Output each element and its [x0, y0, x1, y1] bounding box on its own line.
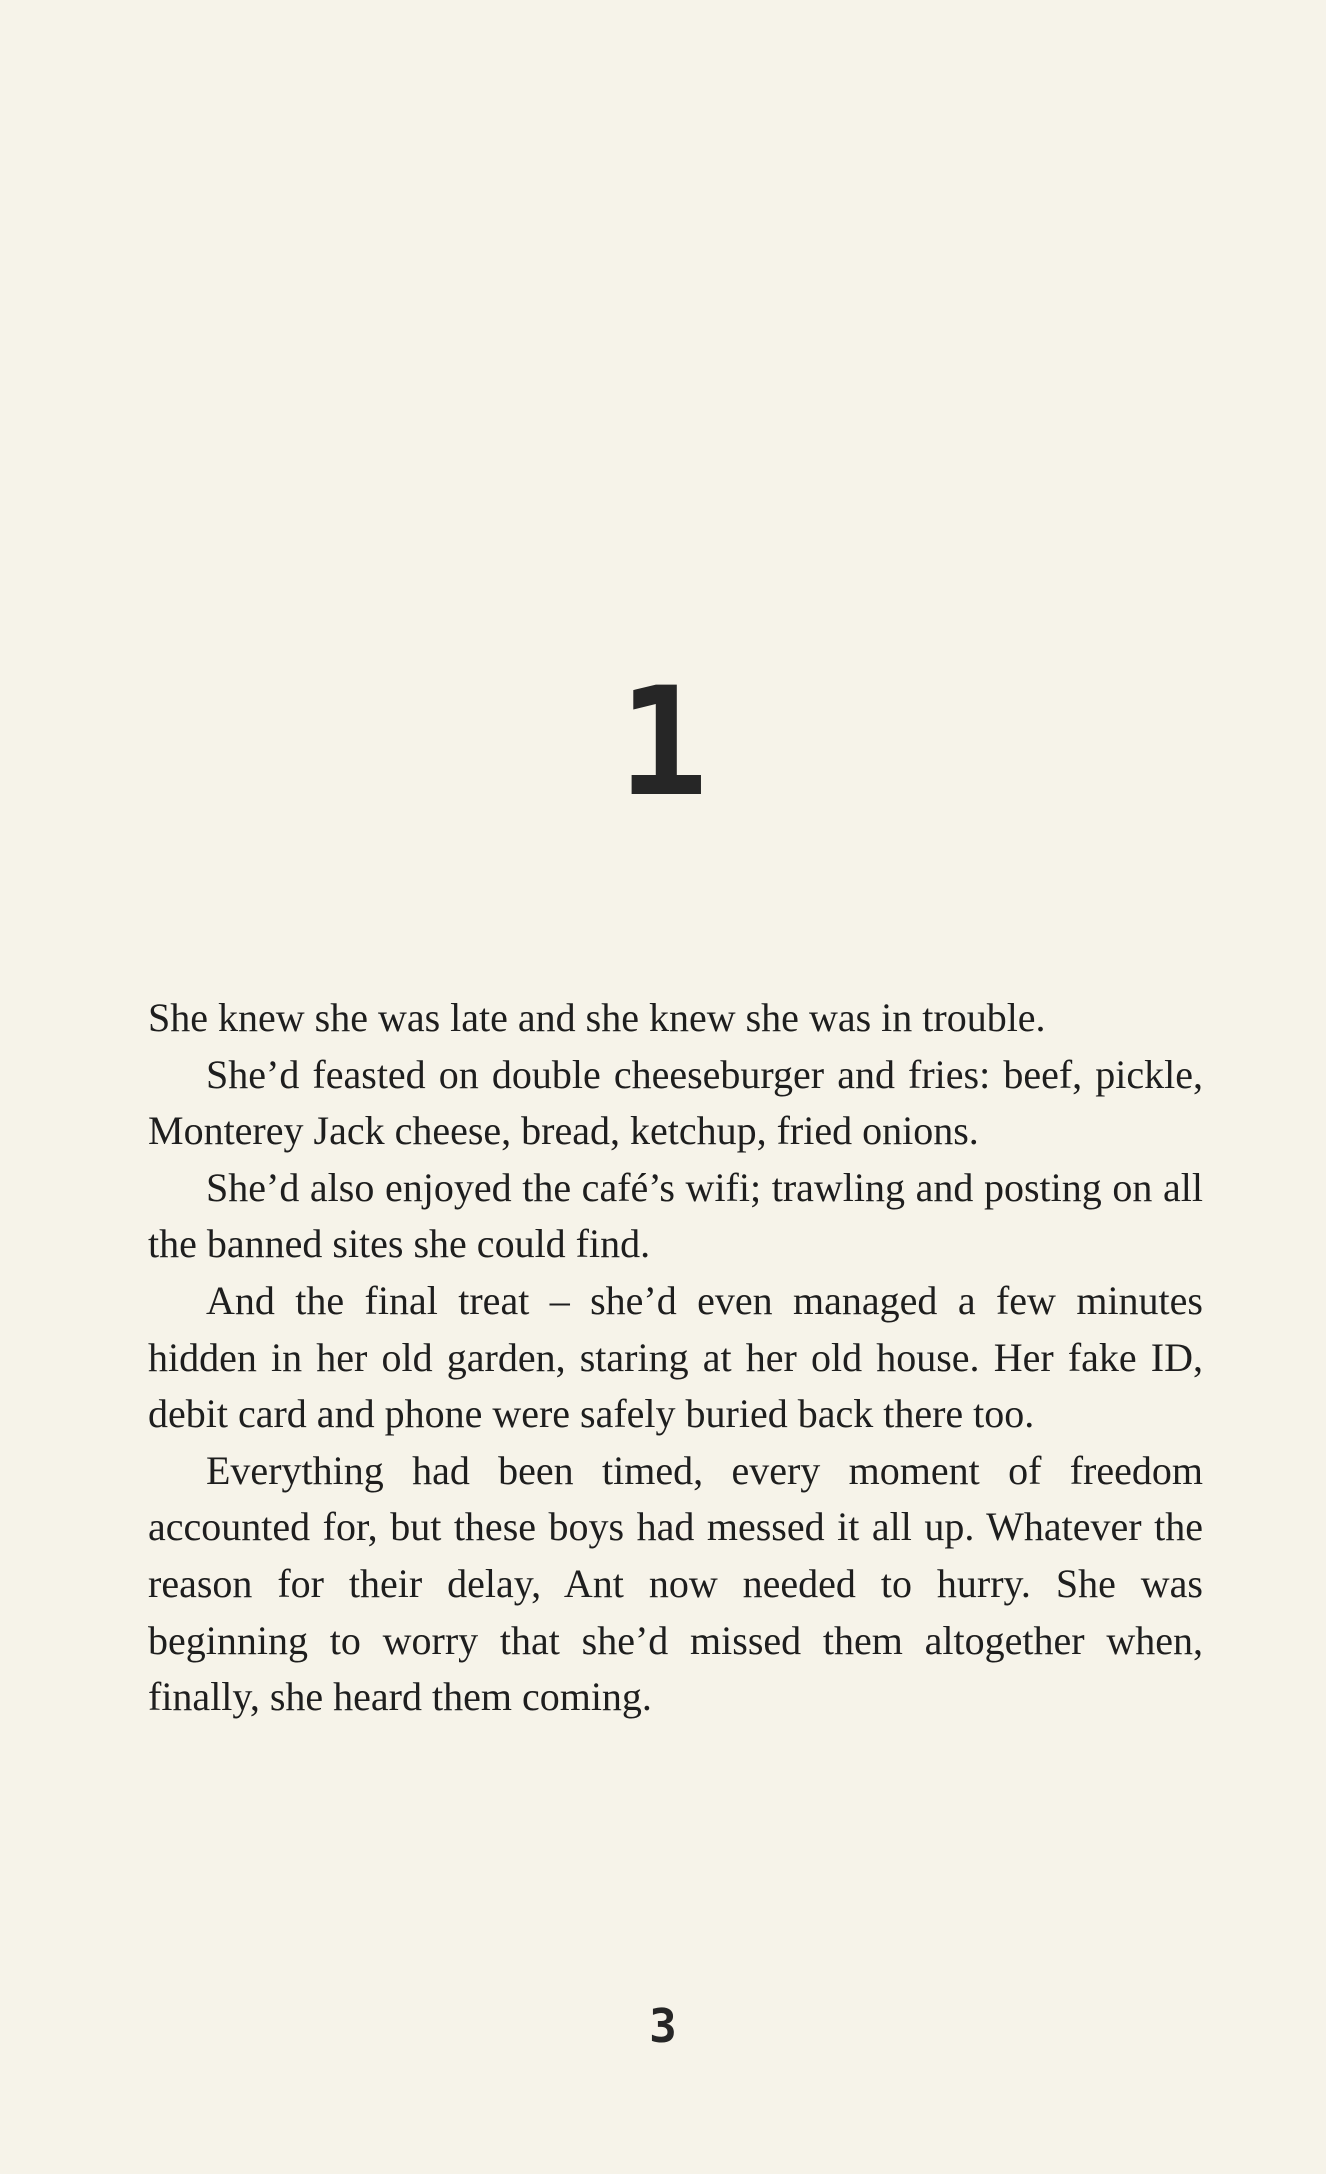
- chapter-number: 1: [617, 656, 709, 830]
- paragraph: She knew she was late and she knew she was in trouble.: [148, 995, 1046, 1040]
- paragraph: She’d also enjoyed the café’s wifi; trawling and posting on all the banned sites she could find.: [148, 1164, 1203, 1267]
- chapter-body: [148, 990, 1203, 1726]
- paragraph: She’d feasted on double cheeseburger and fries: beef, pickle, Monterey Jack cheese, bread, ketchup, fried onions.: [148, 1051, 1203, 1154]
- page-number: 3: [649, 1999, 677, 2053]
- paragraph: Everything had been timed, every moment of freedom accounted for, but these boys had messed it all up. Whatever the reason for their delay, Ant now needed to hurry. She was beginning to worry that she’d missed them altogether when, finally, she heard them coming.: [148, 1447, 1203, 1720]
- paragraph: And the final treat – she’d even managed a few minutes hidden in her old garden, staring at her old house. Her fake ID, debit card and phone were safely buried back there too.: [148, 1277, 1203, 1437]
